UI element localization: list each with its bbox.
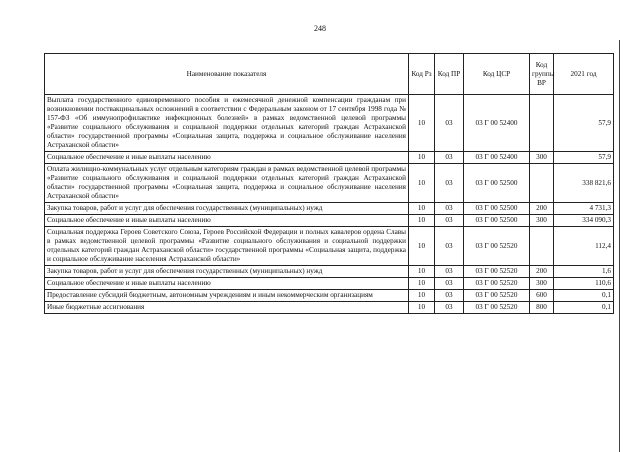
table-row <box>45 290 614 302</box>
row-name: Социальное обеспечение и иные выплаты населению <box>45 215 409 227</box>
row-name: Социальное обеспечение и иные выплаты населению <box>45 152 409 164</box>
row-csr: 03 Г 00 52520 <box>464 278 530 290</box>
row-csr: 03 Г 00 52500 <box>464 164 530 203</box>
row-rz: 10 <box>409 266 435 278</box>
row-name: Социальная поддержка Героев Советского Союза, Героев Российской Федерации и полных кавалеров ордена Славы в рамках ведомственной целевой программы «Развитие социального обслуживания и социальной поддержки отдельных категорий граждан Астраханской области» государственной программы «Социальная защита, поддержка и социальное обслуживание населения Астраханской области» <box>45 227 409 266</box>
row-rz: 10 <box>409 290 435 302</box>
row-pr: 03 <box>435 266 464 278</box>
header-name: Наименование показателя <box>45 54 409 95</box>
row-name: Иные бюджетные ассигнования <box>45 302 409 314</box>
row-rz: 10 <box>409 215 435 227</box>
row-csr: 03 Г 00 52520 <box>464 290 530 302</box>
row-vr <box>530 227 554 266</box>
table-row <box>45 227 614 266</box>
table-row <box>45 266 614 278</box>
table-row <box>45 152 614 164</box>
row-rz: 10 <box>409 152 435 164</box>
row-pr: 03 <box>435 95 464 152</box>
row-rz: 10 <box>409 278 435 290</box>
row-pr: 03 <box>435 302 464 314</box>
header-pr: Код ПР <box>435 54 464 95</box>
table-row <box>45 95 614 152</box>
row-amount: 112,4 <box>554 227 614 266</box>
row-amount: 1,6 <box>554 266 614 278</box>
row-amount: 110,6 <box>554 278 614 290</box>
row-name: Закупка товаров, работ и услуг для обеспечения государственных (муниципальных) нужд <box>45 266 409 278</box>
row-rz: 10 <box>409 227 435 266</box>
page-number: 248 <box>314 24 326 33</box>
row-amount: 4 731,3 <box>554 203 614 215</box>
row-pr: 03 <box>435 215 464 227</box>
table-row <box>45 302 614 314</box>
table-row <box>45 215 614 227</box>
row-vr: 300 <box>530 215 554 227</box>
row-csr: 03 Г 00 52520 <box>464 227 530 266</box>
row-csr: 03 Г 00 52400 <box>464 95 530 152</box>
table-header-row <box>45 54 614 95</box>
row-rz: 10 <box>409 95 435 152</box>
row-vr: 200 <box>530 203 554 215</box>
row-pr: 03 <box>435 203 464 215</box>
row-csr: 03 Г 00 52520 <box>464 266 530 278</box>
row-vr <box>530 95 554 152</box>
header-csr: Код ЦСР <box>464 54 530 95</box>
table-row <box>45 203 614 215</box>
row-pr: 03 <box>435 290 464 302</box>
row-vr: 300 <box>530 278 554 290</box>
row-csr: 03 Г 00 52520 <box>464 302 530 314</box>
row-vr: 300 <box>530 152 554 164</box>
header-vr: Код группы ВР <box>530 54 554 95</box>
row-amount: 57,9 <box>554 152 614 164</box>
row-rz: 10 <box>409 164 435 203</box>
header-year: 2021 год <box>554 54 614 95</box>
row-pr: 03 <box>435 152 464 164</box>
header-rz: Код Рз <box>409 54 435 95</box>
row-rz: 10 <box>409 302 435 314</box>
row-vr: 800 <box>530 302 554 314</box>
row-name: Предоставление субсидий бюджетным, автономным учреждениям и иным некоммерческим организациям <box>45 290 409 302</box>
row-csr: 03 Г 00 52400 <box>464 152 530 164</box>
row-amount: 338 821,6 <box>554 164 614 203</box>
row-csr: 03 Г 00 52500 <box>464 215 530 227</box>
row-pr: 03 <box>435 278 464 290</box>
row-name: Оплата жилищно-коммунальных услуг отдельным категориям граждан в рамках ведомственной целевой программы «Развитие социального обслуживания и социальной поддержки отдельных категорий граждан Астраханской области» государственной программы «Социальная защита, поддержка и социальное обслуживание населения Астраханской области» <box>45 164 409 203</box>
row-vr <box>530 164 554 203</box>
row-amount: 334 090,3 <box>554 215 614 227</box>
row-csr: 03 Г 00 52500 <box>464 203 530 215</box>
row-pr: 03 <box>435 164 464 203</box>
row-amount: 0,1 <box>554 302 614 314</box>
row-amount: 57,9 <box>554 95 614 152</box>
row-amount: 0,1 <box>554 290 614 302</box>
row-name: Закупка товаров, работ и услуг для обеспечения государственных (муниципальных) нужд <box>45 203 409 215</box>
budget-table <box>44 53 614 314</box>
row-pr: 03 <box>435 227 464 266</box>
row-name: Выплата государственного единовременного пособия и ежемесячной денежной компенсации гражданам при возникновении поствакцинальных осложнений в соответствии с Федеральным законом от 17 сентября 1998 года № 157-ФЗ «Об иммунопрофилактике инфекционных болезней» в рамках ведомственной целевой программы «Развитие социального обслуживания и социальной поддержки отдельных категорий граждан Астраханской области» государственной программы «Социальная защита, поддержка и социальное обслуживание населения Астраханской области» <box>45 95 409 152</box>
row-name: Социальное обеспечение и иные выплаты населению <box>45 278 409 290</box>
row-vr: 600 <box>530 290 554 302</box>
table-row <box>45 278 614 290</box>
row-vr: 200 <box>530 266 554 278</box>
margin-line <box>619 40 620 452</box>
row-rz: 10 <box>409 203 435 215</box>
table-row <box>45 164 614 203</box>
